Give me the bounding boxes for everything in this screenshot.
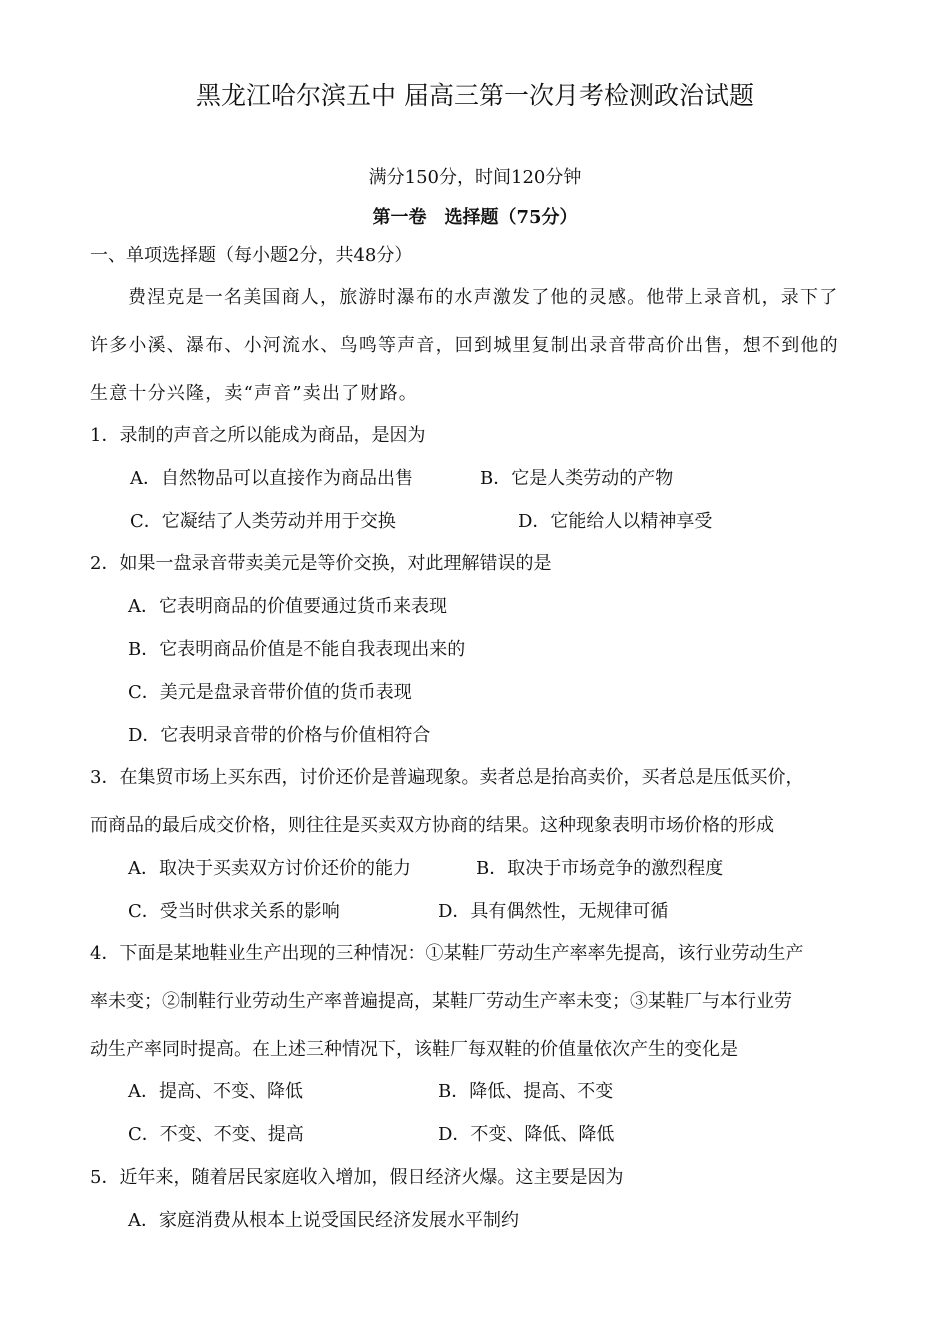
question-2-option-c: C．美元是盘录音带价值的货币表现 <box>128 682 412 703</box>
story-line: 生意十分兴隆，卖“声音”卖出了财路。 <box>90 383 419 404</box>
exam-meta: 满分150分，时间120分钟 <box>368 167 582 188</box>
question-1-option-b: B．它是人类劳动的产物 <box>480 468 674 489</box>
question-2-option-d: D．它表明录音带的价格与价值相符合 <box>128 725 431 746</box>
question-3-stem: 而商品的最后成交价格，则往往是买卖双方协商的结果。这种现象表明市场价格的形成 <box>90 815 774 836</box>
question-1-option-d: D．它能给人以精神享受 <box>518 511 713 532</box>
story-line: 许多小溪、瀑布、小河流水、鸟鸣等声音，回到城里复制出录音带高价出售，想不到他的 <box>90 335 839 356</box>
question-4-stem: 4．下面是某地鞋业生产出现的三种情况：①某鞋厂劳动生产率率先提高，该行业劳动生产 <box>90 943 804 964</box>
question-4-stem: 动生产率同时提高。在上述三种情况下，该鞋厂每双鞋的价值量依次产生的变化是 <box>90 1039 738 1060</box>
question-2-option-a: A．它表明商品的价值要通过货币来表现 <box>128 596 447 617</box>
question-2-stem: 2．如果一盘录音带卖美元是等价交换，对此理解错误的是 <box>90 553 552 574</box>
exam-title: 黑龙江哈尔滨五中 届高三第一次月考检测政治试题 <box>196 81 754 110</box>
question-4-stem: 率未变；②制鞋行业劳动生产率普遍提高，某鞋厂劳动生产率未变；③某鞋厂与本行业劳 <box>90 991 792 1012</box>
question-1-stem: 1．录制的声音之所以能成为商品，是因为 <box>90 425 426 446</box>
question-1-option-c: C．它凝结了人类劳动并用于交换 <box>130 511 396 532</box>
question-5-stem: 5．近年来，随着居民家庭收入增加，假日经济火爆。这主要是因为 <box>90 1167 624 1188</box>
question-3-option-b: B．取决于市场竞争的激烈程度 <box>476 858 724 879</box>
question-4-option-c: C．不变、不变、提高 <box>128 1124 304 1145</box>
question-4-option-b: B．降低、提高、不变 <box>438 1081 614 1102</box>
part-heading: 一、单项选择题（每小题2分，共48分） <box>90 245 413 266</box>
section-heading: 第一卷 选择题（75分） <box>372 207 578 228</box>
question-3-option-a: A．取决于买卖双方讨价还价的能力 <box>128 858 411 879</box>
story-line: 费涅克是一名美国商人，旅游时瀑布的水声激发了他的灵感。他带上录音机，录下了 <box>128 287 839 308</box>
question-4-option-d: D．不变、降低、降低 <box>438 1124 615 1145</box>
question-4-option-a: A．提高、不变、降低 <box>128 1081 303 1102</box>
question-5-option-a: A．家庭消费从根本上说受国民经济发展水平制约 <box>128 1210 519 1231</box>
question-1-option-a: A．自然物品可以直接作为商品出售 <box>130 468 413 489</box>
question-3-option-c: C．受当时供求关系的影响 <box>128 901 340 922</box>
question-2-option-b: B．它表明商品价值是不能自我表现出来的 <box>128 639 466 660</box>
question-3-option-d: D．具有偶然性，无规律可循 <box>438 901 669 922</box>
question-3-stem: 3．在集贸市场上买东西，讨价还价是普遍现象。卖者总是抬高卖价，买者总是压低买价， <box>90 767 804 788</box>
